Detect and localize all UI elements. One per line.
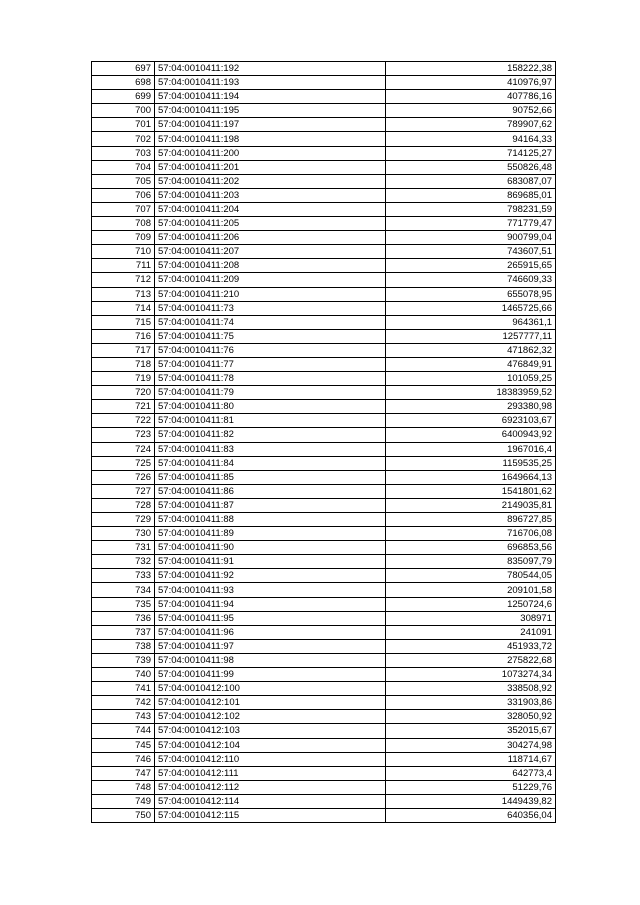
row-number-cell: 715 xyxy=(92,315,155,329)
row-number-cell: 729 xyxy=(92,513,155,527)
row-number-cell: 724 xyxy=(92,442,155,456)
table-row xyxy=(92,569,556,583)
row-number-cell: 750 xyxy=(92,808,155,822)
row-number-cell: 740 xyxy=(92,668,155,682)
cadastral-value-cell: 328050,92 xyxy=(386,710,556,724)
row-number-cell: 713 xyxy=(92,287,155,301)
cadastral-number-cell: 57:04:0010411:204 xyxy=(155,202,386,216)
row-number-cell: 719 xyxy=(92,372,155,386)
cadastral-number-cell: 57:04:0010411:209 xyxy=(155,273,386,287)
table-row xyxy=(92,273,556,287)
row-number-cell: 705 xyxy=(92,174,155,188)
row-number-cell: 711 xyxy=(92,259,155,273)
cadastral-number-cell: 57:04:0010411:98 xyxy=(155,653,386,667)
cadastral-number-cell: 57:04:0010411:89 xyxy=(155,527,386,541)
cadastral-number-cell: 57:04:0010411:81 xyxy=(155,414,386,428)
table-row xyxy=(92,555,556,569)
table-row xyxy=(92,400,556,414)
cadastral-number-cell: 57:04:0010411:208 xyxy=(155,259,386,273)
table-body xyxy=(92,62,556,823)
cadastral-value-cell: 746609,33 xyxy=(386,273,556,287)
cadastral-value-cell: 1967016,4 xyxy=(386,442,556,456)
cadastral-number-cell: 57:04:0010411:92 xyxy=(155,569,386,583)
table-row xyxy=(92,752,556,766)
table-row xyxy=(92,146,556,160)
cadastral-number-cell: 57:04:0010411:192 xyxy=(155,62,386,76)
table-row xyxy=(92,343,556,357)
table-row xyxy=(92,188,556,202)
cadastral-number-cell: 57:04:0010412:112 xyxy=(155,780,386,794)
row-number-cell: 738 xyxy=(92,639,155,653)
table-row xyxy=(92,668,556,682)
row-number-cell: 723 xyxy=(92,428,155,442)
row-number-cell: 712 xyxy=(92,273,155,287)
table-row xyxy=(92,724,556,738)
table-row xyxy=(92,682,556,696)
cadastral-value-cell: 798231,59 xyxy=(386,202,556,216)
cadastral-value-cell: 209101,58 xyxy=(386,583,556,597)
cadastral-value-cell: 771779,47 xyxy=(386,217,556,231)
row-number-cell: 718 xyxy=(92,357,155,371)
cadastral-value-table xyxy=(91,61,556,823)
cadastral-number-cell: 57:04:0010411:93 xyxy=(155,583,386,597)
row-number-cell: 727 xyxy=(92,484,155,498)
table-row xyxy=(92,498,556,512)
row-number-cell: 735 xyxy=(92,597,155,611)
cadastral-value-cell: 696853,56 xyxy=(386,541,556,555)
cadastral-number-cell: 57:04:0010411:203 xyxy=(155,188,386,202)
row-number-cell: 744 xyxy=(92,724,155,738)
cadastral-value-cell: 94164,33 xyxy=(386,132,556,146)
table-row xyxy=(92,696,556,710)
cadastral-value-cell: 308971 xyxy=(386,611,556,625)
row-number-cell: 708 xyxy=(92,217,155,231)
table-row xyxy=(92,583,556,597)
table-row xyxy=(92,794,556,808)
cadastral-number-cell: 57:04:0010412:104 xyxy=(155,738,386,752)
row-number-cell: 706 xyxy=(92,188,155,202)
cadastral-number-cell: 57:04:0010411:75 xyxy=(155,329,386,343)
table-row xyxy=(92,231,556,245)
table-row xyxy=(92,710,556,724)
cadastral-value-cell: 640356,04 xyxy=(386,808,556,822)
row-number-cell: 748 xyxy=(92,780,155,794)
cadastral-number-cell: 57:04:0010411:83 xyxy=(155,442,386,456)
row-number-cell: 720 xyxy=(92,386,155,400)
cadastral-value-cell: 1465725,66 xyxy=(386,301,556,315)
table-row xyxy=(92,104,556,118)
row-number-cell: 721 xyxy=(92,400,155,414)
row-number-cell: 732 xyxy=(92,555,155,569)
cadastral-number-cell: 57:04:0010411:88 xyxy=(155,513,386,527)
cadastral-number-cell: 57:04:0010411:197 xyxy=(155,118,386,132)
cadastral-number-cell: 57:04:0010411:202 xyxy=(155,174,386,188)
cadastral-value-cell: 293380,98 xyxy=(386,400,556,414)
row-number-cell: 737 xyxy=(92,625,155,639)
row-number-cell: 698 xyxy=(92,76,155,90)
cadastral-value-cell: 407786,16 xyxy=(386,90,556,104)
table-row xyxy=(92,625,556,639)
table-row xyxy=(92,541,556,555)
cadastral-number-cell: 57:04:0010411:200 xyxy=(155,146,386,160)
table-row xyxy=(92,160,556,174)
cadastral-value-cell: 118714,67 xyxy=(386,752,556,766)
row-number-cell: 741 xyxy=(92,682,155,696)
table-row xyxy=(92,202,556,216)
cadastral-number-cell: 57:04:0010412:110 xyxy=(155,752,386,766)
cadastral-value-cell: 1159535,25 xyxy=(386,456,556,470)
table-row xyxy=(92,653,556,667)
cadastral-value-cell: 550826,48 xyxy=(386,160,556,174)
cadastral-number-cell: 57:04:0010411:73 xyxy=(155,301,386,315)
table-row xyxy=(92,174,556,188)
table-row xyxy=(92,428,556,442)
table-row xyxy=(92,245,556,259)
cadastral-value-cell: 2149035,81 xyxy=(386,498,556,512)
table-row xyxy=(92,301,556,315)
cadastral-number-cell: 57:04:0010411:207 xyxy=(155,245,386,259)
table-row xyxy=(92,315,556,329)
table-row xyxy=(92,287,556,301)
cadastral-value-cell: 655078,95 xyxy=(386,287,556,301)
cadastral-value-cell: 18383959,52 xyxy=(386,386,556,400)
table-row xyxy=(92,357,556,371)
row-number-cell: 700 xyxy=(92,104,155,118)
cadastral-value-cell: 338508,92 xyxy=(386,682,556,696)
table-row xyxy=(92,372,556,386)
table-row xyxy=(92,259,556,273)
cadastral-number-cell: 57:04:0010411:96 xyxy=(155,625,386,639)
cadastral-number-cell: 57:04:0010411:95 xyxy=(155,611,386,625)
cadastral-value-cell: 101059,25 xyxy=(386,372,556,386)
cadastral-number-cell: 57:04:0010412:102 xyxy=(155,710,386,724)
cadastral-value-cell: 90752,66 xyxy=(386,104,556,118)
table-row xyxy=(92,76,556,90)
table-row xyxy=(92,132,556,146)
row-number-cell: 730 xyxy=(92,527,155,541)
row-number-cell: 702 xyxy=(92,132,155,146)
cadastral-number-cell: 57:04:0010411:91 xyxy=(155,555,386,569)
table-row xyxy=(92,62,556,76)
cadastral-value-cell: 1073274,34 xyxy=(386,668,556,682)
cadastral-value-cell: 275822,68 xyxy=(386,653,556,667)
row-number-cell: 703 xyxy=(92,146,155,160)
table-row xyxy=(92,470,556,484)
row-number-cell: 734 xyxy=(92,583,155,597)
cadastral-value-cell: 1257777,11 xyxy=(386,329,556,343)
cadastral-number-cell: 57:04:0010411:210 xyxy=(155,287,386,301)
cadastral-number-cell: 57:04:0010411:206 xyxy=(155,231,386,245)
cadastral-number-cell: 57:04:0010411:99 xyxy=(155,668,386,682)
row-number-cell: 726 xyxy=(92,470,155,484)
row-number-cell: 746 xyxy=(92,752,155,766)
cadastral-value-cell: 352015,67 xyxy=(386,724,556,738)
row-number-cell: 747 xyxy=(92,766,155,780)
cadastral-value-cell: 265915,65 xyxy=(386,259,556,273)
cadastral-number-cell: 57:04:0010411:77 xyxy=(155,357,386,371)
row-number-cell: 728 xyxy=(92,498,155,512)
table-row xyxy=(92,766,556,780)
cadastral-value-cell: 241091 xyxy=(386,625,556,639)
row-number-cell: 743 xyxy=(92,710,155,724)
row-number-cell: 733 xyxy=(92,569,155,583)
cadastral-value-cell: 6400943,92 xyxy=(386,428,556,442)
row-number-cell: 736 xyxy=(92,611,155,625)
cadastral-value-cell: 51229,76 xyxy=(386,780,556,794)
cadastral-value-cell: 6923103,67 xyxy=(386,414,556,428)
cadastral-number-cell: 57:04:0010411:193 xyxy=(155,76,386,90)
cadastral-value-cell: 780544,05 xyxy=(386,569,556,583)
table-row xyxy=(92,118,556,132)
cadastral-number-cell: 57:04:0010411:82 xyxy=(155,428,386,442)
cadastral-value-cell: 451933,72 xyxy=(386,639,556,653)
row-number-cell: 714 xyxy=(92,301,155,315)
row-number-cell: 745 xyxy=(92,738,155,752)
cadastral-number-cell: 57:04:0010412:115 xyxy=(155,808,386,822)
cadastral-number-cell: 57:04:0010411:84 xyxy=(155,456,386,470)
cadastral-value-cell: 716706,08 xyxy=(386,527,556,541)
cadastral-value-cell: 896727,85 xyxy=(386,513,556,527)
row-number-cell: 707 xyxy=(92,202,155,216)
row-number-cell: 704 xyxy=(92,160,155,174)
table-row xyxy=(92,386,556,400)
table-row xyxy=(92,414,556,428)
table-row xyxy=(92,217,556,231)
cadastral-value-cell: 410976,97 xyxy=(386,76,556,90)
row-number-cell: 717 xyxy=(92,343,155,357)
table-row xyxy=(92,442,556,456)
cadastral-value-cell: 331903,86 xyxy=(386,696,556,710)
cadastral-value-cell: 1250724,6 xyxy=(386,597,556,611)
cadastral-number-cell: 57:04:0010412:114 xyxy=(155,794,386,808)
cadastral-value-cell: 789907,62 xyxy=(386,118,556,132)
cadastral-value-cell: 869685,01 xyxy=(386,188,556,202)
table-row xyxy=(92,738,556,752)
cadastral-number-cell: 57:04:0010411:205 xyxy=(155,217,386,231)
row-number-cell: 722 xyxy=(92,414,155,428)
table-row xyxy=(92,639,556,653)
row-number-cell: 725 xyxy=(92,456,155,470)
cadastral-value-cell: 476849,91 xyxy=(386,357,556,371)
cadastral-number-cell: 57:04:0010411:87 xyxy=(155,498,386,512)
cadastral-value-cell: 471862,32 xyxy=(386,343,556,357)
row-number-cell: 710 xyxy=(92,245,155,259)
cadastral-number-cell: 57:04:0010411:74 xyxy=(155,315,386,329)
cadastral-number-cell: 57:04:0010411:85 xyxy=(155,470,386,484)
cadastral-number-cell: 57:04:0010411:80 xyxy=(155,400,386,414)
cadastral-number-cell: 57:04:0010411:79 xyxy=(155,386,386,400)
cadastral-number-cell: 57:04:0010411:198 xyxy=(155,132,386,146)
cadastral-number-cell: 57:04:0010411:78 xyxy=(155,372,386,386)
row-number-cell: 731 xyxy=(92,541,155,555)
cadastral-number-cell: 57:04:0010412:100 xyxy=(155,682,386,696)
table-row xyxy=(92,597,556,611)
cadastral-number-cell: 57:04:0010411:195 xyxy=(155,104,386,118)
cadastral-number-cell: 57:04:0010411:86 xyxy=(155,484,386,498)
row-number-cell: 742 xyxy=(92,696,155,710)
cadastral-value-cell: 743607,51 xyxy=(386,245,556,259)
row-number-cell: 697 xyxy=(92,62,155,76)
cadastral-value-cell: 835097,79 xyxy=(386,555,556,569)
cadastral-number-cell: 57:04:0010411:201 xyxy=(155,160,386,174)
row-number-cell: 716 xyxy=(92,329,155,343)
cadastral-value-cell: 683087,07 xyxy=(386,174,556,188)
table-row xyxy=(92,611,556,625)
cadastral-value-cell: 714125,27 xyxy=(386,146,556,160)
table-row xyxy=(92,484,556,498)
cadastral-number-cell: 57:04:0010412:101 xyxy=(155,696,386,710)
table-row xyxy=(92,513,556,527)
cadastral-number-cell: 57:04:0010412:111 xyxy=(155,766,386,780)
row-number-cell: 709 xyxy=(92,231,155,245)
cadastral-number-cell: 57:04:0010411:76 xyxy=(155,343,386,357)
cadastral-value-cell: 304274,98 xyxy=(386,738,556,752)
cadastral-value-cell: 900799,04 xyxy=(386,231,556,245)
cadastral-number-cell: 57:04:0010411:194 xyxy=(155,90,386,104)
cadastral-number-cell: 57:04:0010411:90 xyxy=(155,541,386,555)
cadastral-value-cell: 964361,1 xyxy=(386,315,556,329)
table-row xyxy=(92,90,556,104)
table-row xyxy=(92,527,556,541)
cadastral-value-cell: 1541801,62 xyxy=(386,484,556,498)
cadastral-value-cell: 1449439,82 xyxy=(386,794,556,808)
table-row xyxy=(92,456,556,470)
cadastral-number-cell: 57:04:0010411:97 xyxy=(155,639,386,653)
row-number-cell: 739 xyxy=(92,653,155,667)
cadastral-value-cell: 1649664,13 xyxy=(386,470,556,484)
row-number-cell: 699 xyxy=(92,90,155,104)
row-number-cell: 701 xyxy=(92,118,155,132)
cadastral-value-cell: 642773,4 xyxy=(386,766,556,780)
table-row xyxy=(92,808,556,822)
cadastral-number-cell: 57:04:0010411:94 xyxy=(155,597,386,611)
table-row xyxy=(92,780,556,794)
row-number-cell: 749 xyxy=(92,794,155,808)
cadastral-value-cell: 158222,38 xyxy=(386,62,556,76)
cadastral-number-cell: 57:04:0010412:103 xyxy=(155,724,386,738)
table-row xyxy=(92,329,556,343)
